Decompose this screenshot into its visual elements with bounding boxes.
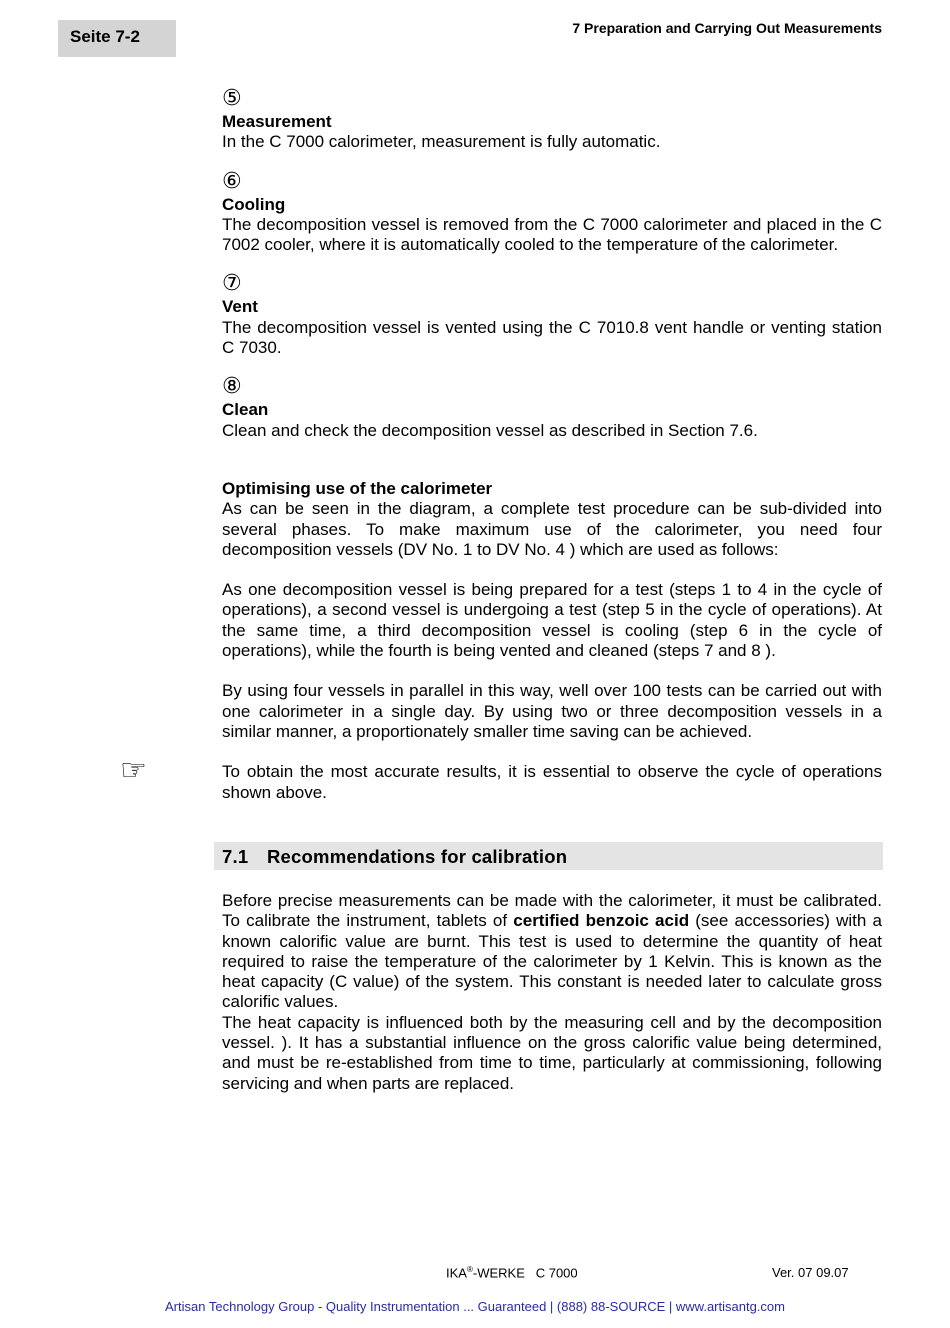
section-number: 7.1: [222, 846, 249, 867]
step-number-6: ⑥: [222, 167, 242, 193]
step-title: Measurement: [222, 112, 332, 131]
step-title: Clean: [222, 400, 269, 420]
step-measurement: [222, 86, 882, 153]
step-text: The decomposition vessel is removed from the C 7000 calorimeter and placed in the C 7002 cooler, where it is automatically cooled to the temperature of the calorimeter.: [222, 214, 882, 255]
step-text: Clean and check the decomposition vessel as described in Section 7.6.: [222, 420, 758, 440]
calibration-paragraph: The heat capacity is influenced both by the measuring cell and by the decomposition vessel. ). It has a substantial influence on the gross calorific value being determined, and must be re-established from time to time, particularly at commissioning, following servicing and when parts are replaced.: [222, 1012, 882, 1093]
optimising-paragraph: By using four vessels in parallel in this way, well over 100 tests can be carried out with one calorimeter in a single day. By using two or three decomposition vessels in a similar manner, a proportionately smaller time saving can be achieved.: [222, 681, 882, 741]
section-heading: [214, 842, 883, 870]
page-number-tab: Seite 7-2: [58, 20, 176, 57]
step-clean: [222, 374, 882, 441]
section-body: [222, 891, 882, 1094]
step-title: Cooling: [222, 194, 286, 214]
footer-version: Ver. 07 09.07: [772, 1265, 849, 1280]
hand-pointing-icon: ☞: [120, 754, 147, 788]
main-content: [120, 85, 882, 803]
step-vent: [222, 271, 882, 358]
artisan-footer-link[interactable]: Artisan Technology Group - Quality Instrumentation ... Guaranteed | (888) 88-SOURCE | www.artisantg.com: [165, 1299, 785, 1314]
note-text: To obtain the most accurate results, it is essential to observe the cycle of operations shown above.: [222, 762, 882, 802]
step-number-8: ⑧: [222, 373, 242, 399]
optimising-heading: Optimising use of the calorimeter: [222, 478, 493, 498]
note-block: [120, 754, 882, 803]
footer-brand: IKA®-WERKE C 7000: [446, 1265, 578, 1281]
step-number-5: ⑤: [222, 85, 242, 110]
step-text: The decomposition vessel is vented using the C 7010.8 vent handle or venting station C 7030.: [222, 317, 882, 358]
optimising-paragraph: As one decomposition vessel is being prepared for a test (steps 1 to 4 in the cycle of operations), a second vessel is undergoing a test (step 5 in the cycle of operations). At the same time, a third decomposition vessel is cooling (step 6 in the cycle of operations), while the fourth is being vented and cleaned (steps 7 and 8 ).: [222, 580, 882, 661]
step-text: In the C 7000 calorimeter, measurement is fully automatic.: [222, 132, 661, 152]
calibration-paragraph: Before precise measurements can be made with the calorimeter, it must be calibrated. To calibrate the instrument, tablets of certified benzoic acid (see accessories) with a known calorific value are burnt. This test is used to determine the quantity of heat required to raise the temperature of the calorimeter by 1 Kelvin. This is known as the heat capacity (C value) of the system. This constant is needed later to calculate gross calorific values.: [222, 891, 882, 1012]
bold-term: certified benzoic acid: [513, 911, 690, 931]
step-cooling: [222, 169, 882, 256]
chapter-title: 7 Preparation and Carrying Out Measurements: [572, 20, 882, 36]
section-title: Recommendations for calibration: [267, 846, 568, 867]
optimising-paragraph: As can be seen in the diagram, a complete test procedure can be sub-divided into several phases. To make maximum use of the calorimeter, you need four decomposition vessels (DV No. 1 to DV No. 4 ) which are used as follows:: [222, 499, 882, 559]
step-number-7: ⑦: [222, 270, 242, 296]
step-title: Vent: [222, 297, 258, 317]
